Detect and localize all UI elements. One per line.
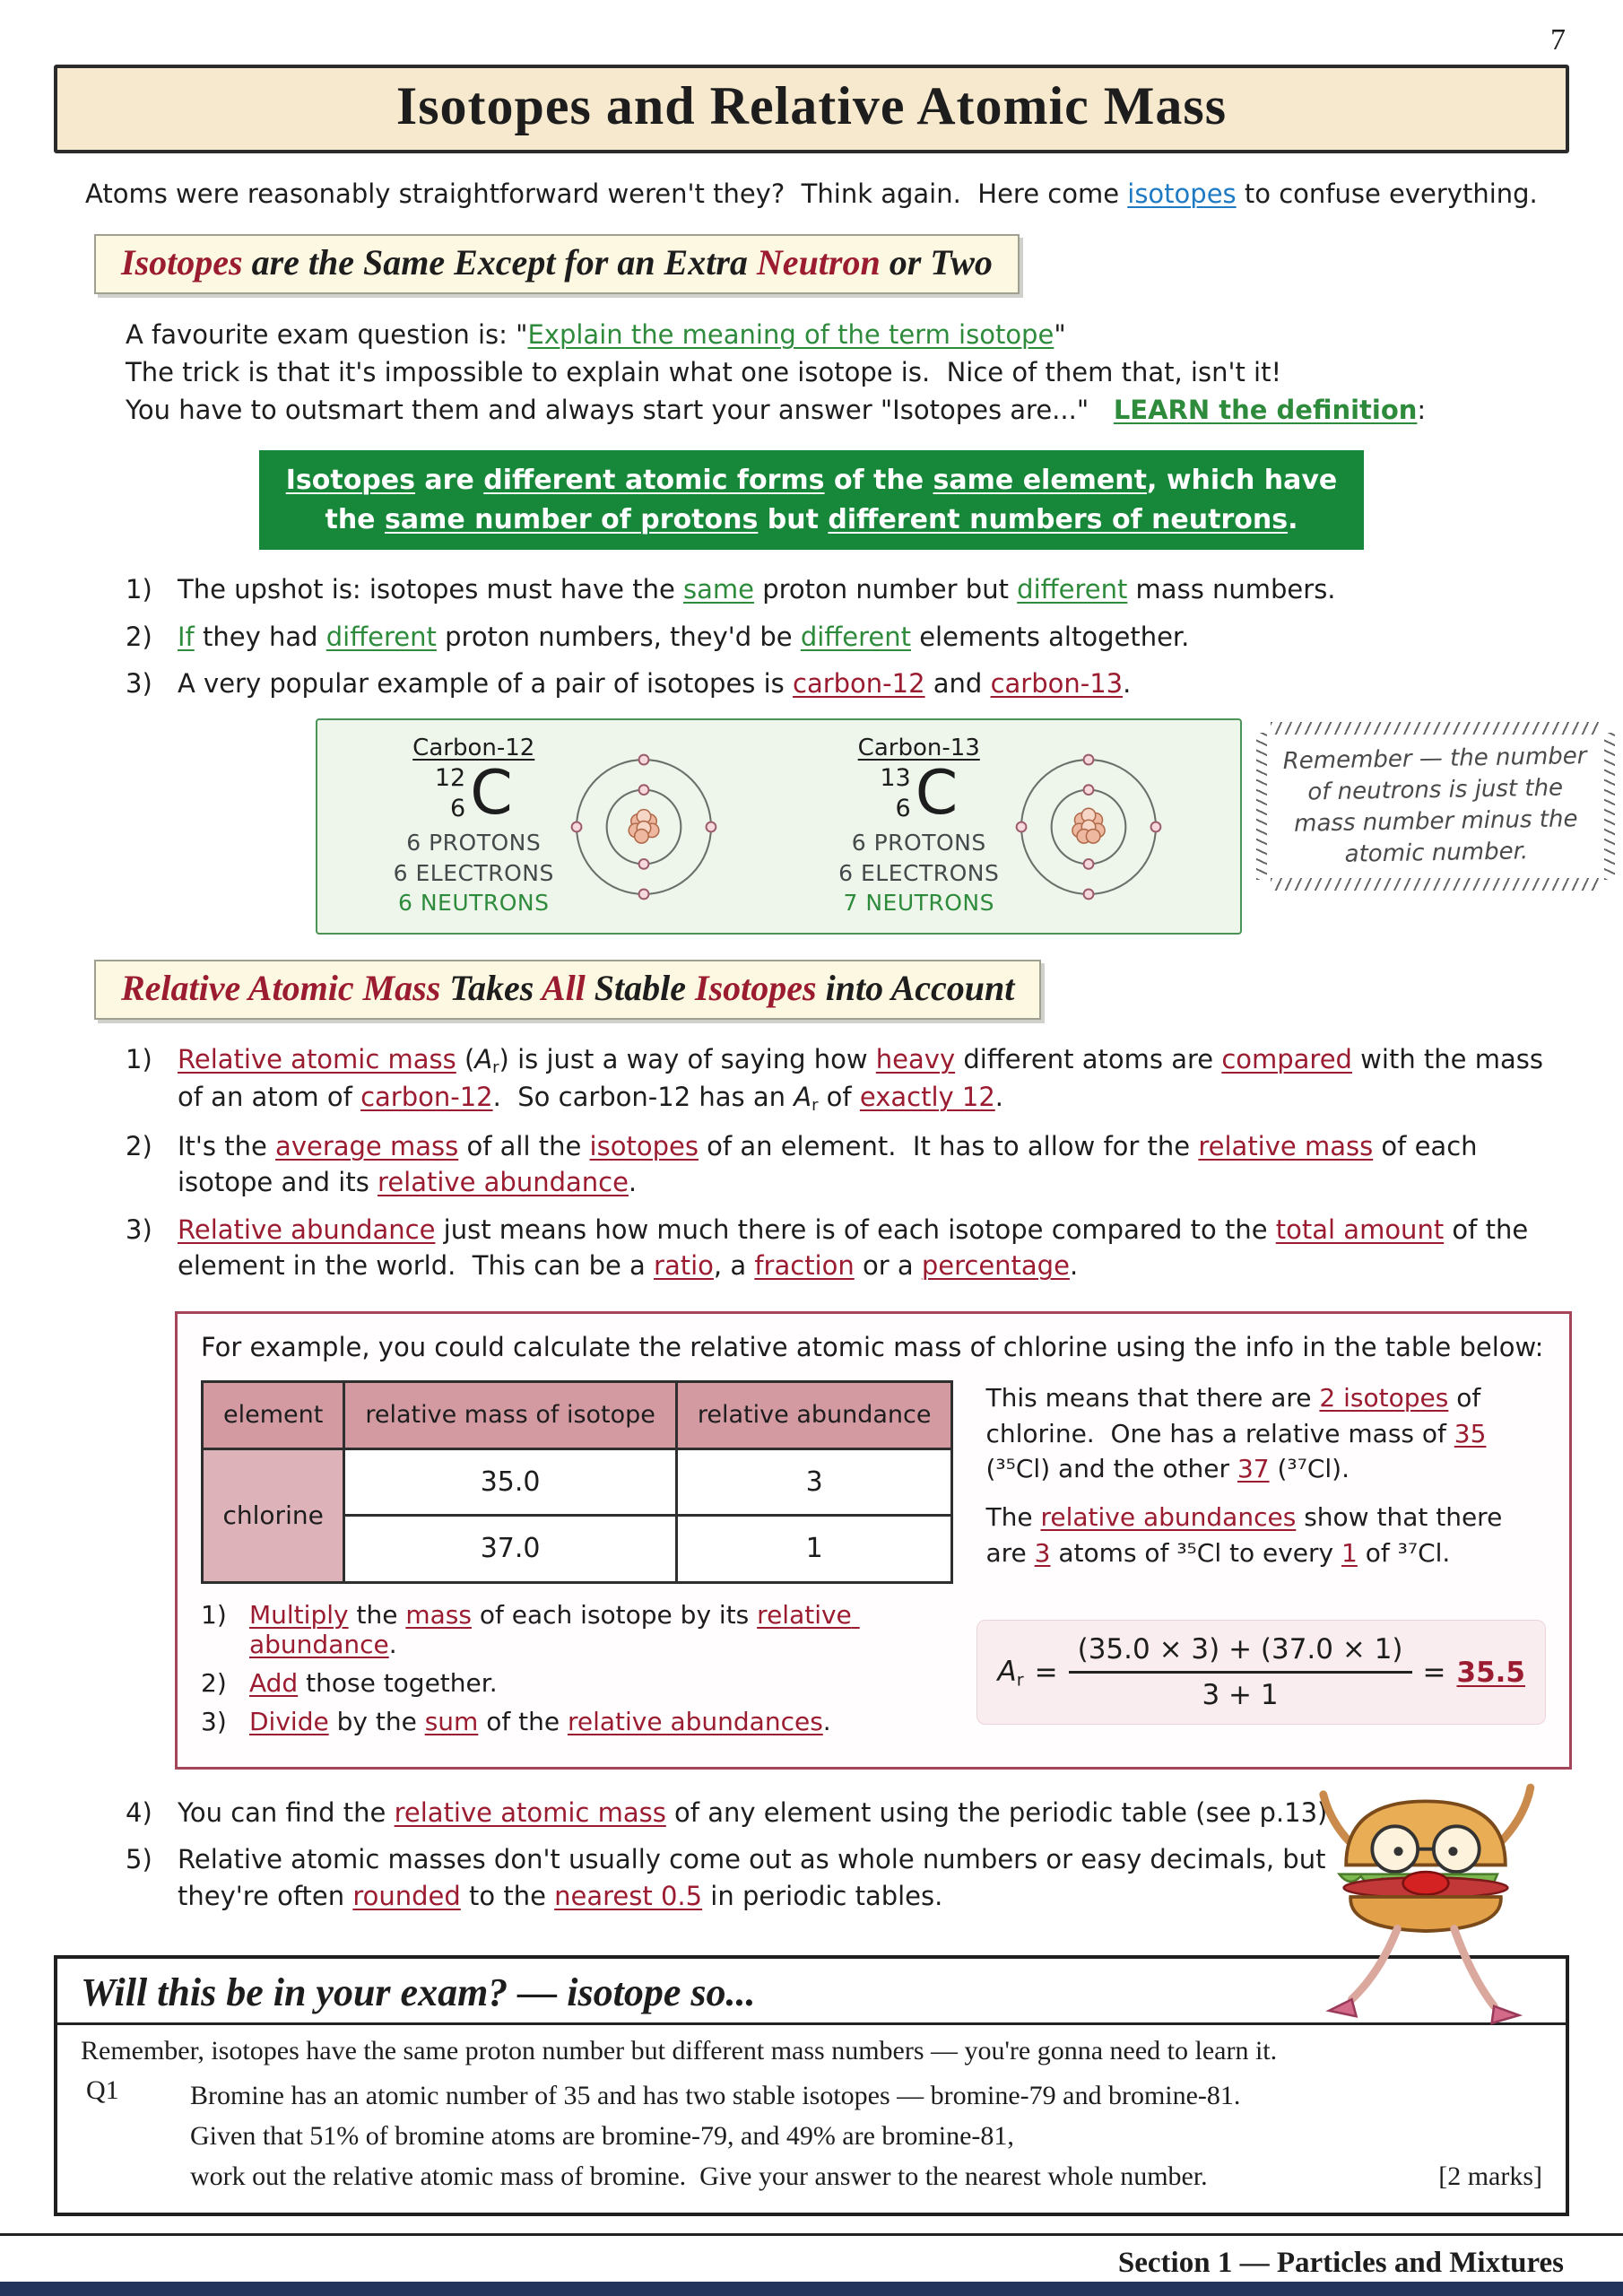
- section-heading-relative-atomic-mass: Relative Atomic Mass Takes All Stable Isotopes into Account: [94, 960, 1041, 1020]
- question-line: Bromine has an atomic number of 35 and has two stable isotopes — bromine-79 and bromine-81.: [190, 2081, 1241, 2111]
- list-item-number: 2): [126, 1130, 152, 1161]
- paragraph-line: You have to outsmart them and always start your answer "Isotopes are..." LEARN the definition:: [126, 395, 1427, 426]
- marks-badge: [2 marks]: [1438, 2161, 1542, 2192]
- carbon-13-group: [838, 735, 1164, 918]
- carbon-13-info: [838, 735, 999, 918]
- side-text-paragraph: The relative abundances show that there are 3 atoms of ³⁵Cl to every 1 of ³⁷Cl.: [985, 1502, 1511, 1568]
- page-title: Isotopes and Relative Atomic Mass: [395, 76, 1228, 135]
- step-item: [201, 1600, 962, 1659]
- example-table-row: [201, 1380, 1546, 1584]
- example-intro: For example, you could calculate the relative atomic mass of chlorine using the info in the table below:: [201, 1331, 1544, 1362]
- nuclide-symbol: [838, 757, 999, 829]
- list-item-text: If they had different proton numbers, they'd be different elements altogether.: [178, 621, 1190, 652]
- relative-atomic-mass-formula: [976, 1620, 1546, 1725]
- example-side-text: [985, 1380, 1546, 1584]
- example-steps-row: [201, 1600, 1546, 1745]
- nuclide-symbol: [394, 757, 554, 829]
- carbon-13-atom-illustration: [1013, 752, 1164, 902]
- formula-symbol-A: A: [997, 1655, 1017, 1688]
- nuclide-numbers: [880, 763, 910, 824]
- question-label: Q1: [86, 2075, 119, 2106]
- question-line: Given that 51% of bromine atoms are bromine-79, and 49% are bromine-81,: [190, 2121, 1014, 2152]
- exam-box-title: Will this be in your exam? — isotope so...: [81, 1970, 756, 2015]
- section-heading-isotopes: Isotopes are the Same Except for an Extra Neutron or Two: [94, 234, 1020, 294]
- list-item: [126, 1212, 1569, 1284]
- exam-question-1: [81, 2075, 1542, 2196]
- column-header-element: element: [203, 1381, 344, 1448]
- list-item: [126, 665, 1569, 702]
- step-item: [201, 1707, 962, 1736]
- list-item-text: You can find the relative atomic mass of any element using the periodic table (see p.13).: [178, 1796, 1336, 1828]
- step-number: 1): [201, 1599, 227, 1630]
- list-item-text: A very popular example of a pair of isotopes is carbon-12 and carbon-13.: [178, 668, 1132, 700]
- question-last-line-row: [190, 2156, 1542, 2196]
- diagram-row: [316, 718, 1623, 935]
- carbon-12-info: [394, 735, 554, 918]
- intro-text: Atoms were reasonably straightforward weren't they? Think again. Here come isotopes to confuse everything.: [85, 178, 1538, 209]
- step-number: 3): [201, 1706, 227, 1736]
- list-item-text: It's the average mass of all the isotopes of an element. It has to allow for the relative mass of each isotope and its relative abundance.: [178, 1130, 1486, 1198]
- definition-line: the same number of protons but different numbers of neutrons.: [325, 503, 1298, 535]
- atomic-number: 6: [895, 794, 911, 822]
- cell-mass-35: 35.0: [344, 1448, 677, 1516]
- column-header-relative-mass: relative mass of isotope: [344, 1381, 677, 1448]
- step-text: Multiply the mass of each isotope by its relative abundance.: [249, 1599, 860, 1659]
- cell-abundance-3: 3: [676, 1448, 952, 1516]
- paragraph-line: The trick is that it's impossible to explain what one isotope is. Nice of them that, isn't it!: [126, 357, 1282, 388]
- list-item-number: 2): [126, 621, 152, 652]
- table-row: [203, 1448, 952, 1516]
- list-item: [126, 619, 1569, 656]
- exam-practice-box: [54, 1955, 1569, 2216]
- atomic-number: 6: [450, 794, 466, 822]
- question-body: [190, 2075, 1542, 2196]
- list-item-text: Relative abundance just means how much there is of each isotope compared to the total amount of the element in the world. This can be a ratio, a fraction or a percentage.: [178, 1213, 1537, 1282]
- formula-result: 35.5: [1456, 1656, 1525, 1689]
- calculation-steps: [201, 1600, 962, 1745]
- isotope-points-list: [126, 571, 1569, 702]
- mass-number: 12: [434, 764, 466, 793]
- mass-number: 13: [880, 764, 911, 793]
- neutrons-count: 6 NEUTRONS: [397, 890, 550, 917]
- isotope-name: Carbon-13: [857, 734, 980, 761]
- worked-example-box: [175, 1311, 1572, 1770]
- row-label-chlorine: chlorine: [203, 1448, 344, 1582]
- equals-sign: =: [1034, 1656, 1058, 1689]
- element-symbol: C: [915, 757, 959, 829]
- list-item-text: Relative atomic masses don't usually come out as whole numbers or easy decimals, but they're often rounded to the nearest 0.5 in periodic tables.: [178, 1844, 1334, 1911]
- neutrons-count: 7 NEUTRONS: [843, 890, 995, 917]
- title-banner: [54, 65, 1569, 153]
- electrons-count: 6 ELECTRONS: [838, 859, 1000, 886]
- isotope-name: Carbon-12: [412, 734, 535, 761]
- electrons-count: 6 ELECTRONS: [393, 859, 554, 886]
- protons-count: 6 PROTONS: [851, 829, 986, 856]
- carbon-isotopes-diagram: [316, 718, 1242, 935]
- side-text-paragraph: This means that there are 2 isotopes of chlorine. One has a relative mass of 35 (³⁵Cl) and the other 37 (³⁷Cl).: [985, 1382, 1495, 1484]
- relative-atomic-mass-points: [126, 1041, 1569, 1284]
- chlorine-isotope-table: [201, 1380, 953, 1584]
- exam-box-divider: [57, 2022, 1566, 2025]
- list-item-number: 1): [126, 574, 152, 605]
- question-line: work out the relative atomic mass of bromine. Give your answer to the nearest whole number.: [190, 2161, 1208, 2192]
- formula-denominator: 3 + 1: [1202, 1679, 1279, 1712]
- list-item: [126, 1795, 1399, 1831]
- carbon-12-group: [394, 735, 719, 918]
- list-item-text: Relative atomic mass $(A_r)$ is just a way of saying how heavy different atoms are compared with the mass of an atom of carbon-12. So carbon-12 has an $A_r$ of exactly 12.: [178, 1044, 1552, 1116]
- exam-question-paragraph: [126, 316, 1623, 429]
- table-header-row: [203, 1381, 952, 1448]
- list-item-text: The upshot is: isotopes must have the same proton number but different mass numbers.: [178, 574, 1336, 605]
- definition-line: Isotopes are different atomic forms of the same element, which have: [285, 465, 1338, 497]
- formula-subscript-r: r: [1016, 1668, 1024, 1690]
- list-item-number: 3): [126, 1213, 152, 1245]
- list-item-number: 5): [126, 1844, 152, 1875]
- list-item-number: 1): [126, 1044, 152, 1075]
- periodic-table-points: [126, 1795, 1399, 1915]
- step-text: Divide by the sum of the relative abundances.: [249, 1706, 831, 1736]
- formula-fraction: [1069, 1633, 1412, 1711]
- step-text: Add those together.: [249, 1667, 498, 1698]
- protons-count: 6 PROTONS: [406, 829, 542, 856]
- cell-mass-37: 37.0: [344, 1516, 677, 1583]
- equals-sign: =: [1422, 1656, 1446, 1689]
- paragraph-line: A favourite exam question is: "Explain the meaning of the term isotope": [126, 319, 1066, 350]
- step-number: 2): [201, 1667, 227, 1698]
- page-number: 7: [1550, 23, 1566, 57]
- step-item: [201, 1668, 962, 1698]
- list-item-number: 4): [126, 1796, 152, 1828]
- list-item: [126, 571, 1569, 608]
- carbon-12-atom-illustration: [568, 752, 719, 902]
- formula-lhs: [997, 1656, 1023, 1690]
- bottom-color-bar: [0, 2282, 1623, 2296]
- list-item: [126, 1041, 1569, 1117]
- formula-numerator: (35.0 × 3) + (37.0 × 1): [1069, 1633, 1412, 1674]
- cell-abundance-1: 1: [676, 1516, 952, 1583]
- list-item-number: 3): [126, 668, 152, 700]
- isotope-definition-box: [259, 450, 1365, 550]
- list-item: [126, 1841, 1399, 1914]
- margin-note-text: Remember — the number of neutrons is just the mass number minus the atomic number.: [1282, 742, 1594, 868]
- exam-box-intro: Remember, isotopes have the same proton number but different mass numbers — you're gonna need to learn it.: [81, 2036, 1278, 2066]
- element-symbol: C: [470, 757, 513, 829]
- column-header-relative-abundance: relative abundance: [676, 1381, 952, 1448]
- margin-note: [1265, 718, 1606, 894]
- list-item: [126, 1128, 1569, 1201]
- nuclide-numbers: [435, 763, 465, 824]
- section-footer: Section 1 — Particles and Mixtures: [0, 2233, 1623, 2280]
